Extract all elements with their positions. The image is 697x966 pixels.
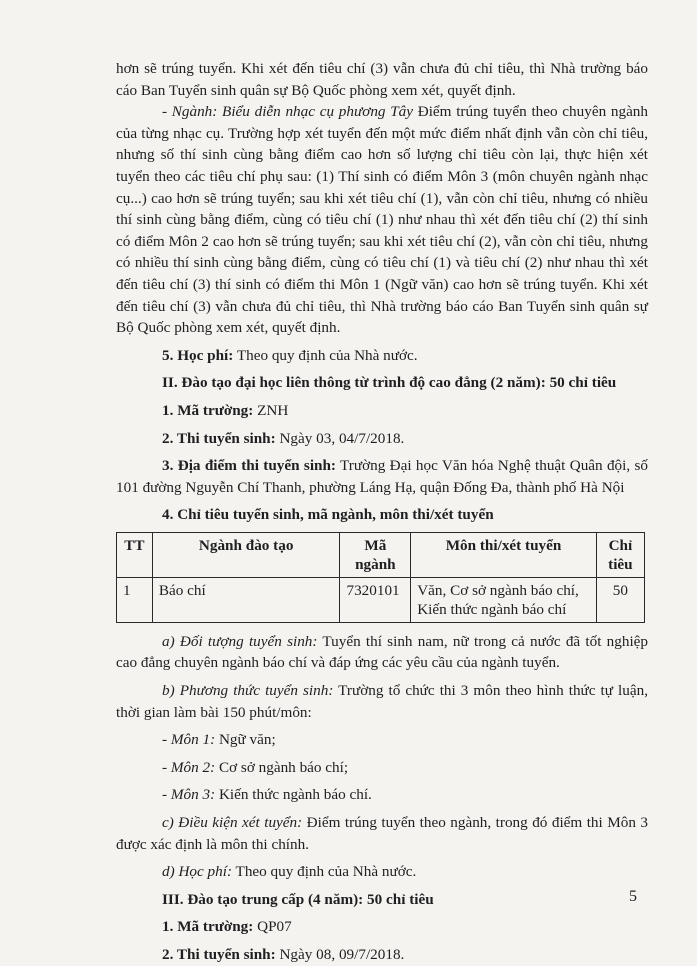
col-header-quota: Chỉ tiêu: [596, 532, 644, 577]
school-code-value: ZNH: [253, 401, 289, 419]
paragraph-western-instruments: [116, 101, 648, 339]
section2-exam: [116, 428, 648, 450]
section2-d: [116, 861, 648, 883]
a-text: Tuyển thí sinh nam, nữ trong cả nước đã tốt nghiệp cao đẳng chuyên ngành báo chí và đáp ứng các yêu cầu của ngành tuyển.: [116, 632, 649, 672]
subject-2: [116, 757, 648, 779]
fee-line: [116, 345, 648, 367]
section3-heading-text: III. Đào tạo trung cấp (4 năm): 50 chỉ tiêu: [162, 890, 434, 908]
section2-heading: [116, 372, 648, 394]
exam-date: Ngày 03, 04/7/2018.: [275, 429, 405, 447]
major-text: Điểm trúng tuyển theo chuyên ngành của từng nhạc cụ. Trường hợp xét tuyển đến một mức điểm nhất định vẫn còn chỉ tiêu, nhưng số thí sinh cùng bằng điểm cao hơn số lượng chỉ tiêu còn lại, thực hiện xét tuyển theo các tiêu chí phụ sau: (1) Thí sinh có điểm Môn 3 (môn chuyên ngành nhạc cụ...) cao hơn sẽ trúng tuyển; sau khi xét tiêu chí (1), vẫn còn chỉ tiêu, nhưng có nhiều thí sinh cùng bằng điểm, cùng có tiêu chí (1) như nhau thì xét đến tiêu chí (2) thí sinh có điểm Môn 2 cao hơn sẽ trúng tuyển; sau khi xét tiêu chí (2), vẫn còn chỉ tiêu, nhưng có nhiều thí sinh cùng bằng điểm, cùng có tiêu chí (1) và tiêu chí (2) như nhau thì xét đến tiêu chí (3) thí sinh có điểm thi Môn 1 (Ngữ văn) cao hơn sẽ trúng tuyển. Khi xét đến tiêu chí (3) vẫn chưa đủ chỉ tiêu, thì Nhà trường báo cáo Ban Tuyển sinh quân sự Bộ Quốc phòng xem xét, quyết định.: [116, 103, 648, 337]
col-header-subjects: Môn thi/xét tuyển: [411, 532, 597, 577]
c-text: Điểm trúng tuyển theo ngành, trong đó điểm thi Môn 3 được xác định là môn thi chính.: [116, 814, 648, 853]
cell-major: Báo chí: [152, 577, 340, 622]
d-label: d) Học phí:: [162, 863, 233, 881]
fee-label: 5. Học phí:: [162, 346, 234, 364]
section2-c: [116, 812, 648, 855]
paragraph-criteria-end: hơn sẽ trúng tuyển. Khi xét đến tiêu chí (3) vẫn chưa đủ chỉ tiêu, thì Nhà trường báo cáo Ban Tuyển sinh quân sự Bộ Quốc phòng xem xét, quyết định.: [116, 60, 648, 99]
b-label: b) Phương thức tuyển sinh:: [162, 682, 334, 700]
col-header-tt: TT: [117, 532, 153, 577]
cell-subjects: Văn, Cơ sở ngành báo chí, Kiến thức ngành báo chí: [411, 577, 597, 622]
section3-heading: [116, 889, 648, 911]
b-text: Trường tổ chức thi 3 môn theo hình thức tự luận, thời gian làm bài 150 phút/môn:: [116, 682, 648, 721]
subject-3: [116, 784, 648, 806]
subject-3-text: Kiến thức ngành báo chí.: [215, 786, 372, 804]
subject-2-text: Cơ sở ngành báo chí;: [215, 758, 349, 776]
col-header-major: Ngành đào tạo: [152, 532, 340, 577]
section3-exam: [116, 944, 648, 966]
school-code-label: 1. Mã trường:: [162, 401, 254, 419]
quota-table: [116, 532, 645, 623]
fee-text: Theo quy định của Nhà nước.: [233, 346, 418, 364]
table-header-row: [117, 532, 645, 577]
subject-2-label: - Môn 2:: [162, 758, 216, 776]
cell-tt: 1: [117, 577, 153, 622]
exam-label: 2. Thi tuyển sinh:: [162, 429, 276, 447]
quota-heading-text: 4. Chỉ tiêu tuyển sinh, mã ngành, môn thi/xét tuyển: [162, 506, 494, 524]
section3-school-code: [116, 916, 648, 938]
section2-quota-heading: [116, 504, 648, 526]
page-body: [116, 58, 648, 966]
d-text: Theo quy định của Nhà nước.: [232, 863, 417, 881]
venue-label: 3. Địa điểm thi tuyển sinh:: [162, 457, 336, 475]
venue-text: Trường Đại học Văn hóa Nghệ thuật Quân đội, số 101 đường Nguyễn Chí Thanh, phường Láng Hạ, quận Đống Đa, thành phố Hà Nội: [116, 457, 648, 496]
subject-1: [116, 729, 648, 751]
c-label: c) Điều kiện xét tuyển:: [162, 814, 303, 832]
a-label: a) Đối tượng tuyển sinh:: [162, 632, 318, 650]
section2-a: [116, 631, 648, 674]
s3-exam-label: 2. Thi tuyển sinh:: [162, 946, 276, 963]
section2-venue: [116, 455, 648, 498]
subject-1-label: - Môn 1:: [162, 731, 216, 749]
subject-3-label: - Môn 3:: [162, 786, 216, 804]
subject-1-text: Ngữ văn;: [215, 731, 276, 749]
section2-heading-text: II. Đào tạo đại học liên thông từ trình độ cao đẳng (2 năm): 50 chỉ tiêu: [162, 374, 617, 392]
s3-school-code-value: QP07: [253, 918, 292, 936]
cell-quota: 50: [596, 577, 644, 622]
table-row: [117, 577, 645, 622]
section2-school-code: [116, 400, 648, 422]
col-header-code: Mã ngành: [340, 532, 411, 577]
page-number: 5: [629, 888, 637, 905]
s3-school-code-label: 1. Mã trường:: [162, 918, 254, 936]
section2-b: [116, 680, 648, 723]
major-label: - Ngành: Biểu diễn nhạc cụ phương Tây: [162, 103, 414, 121]
cell-code: 7320101: [340, 577, 411, 622]
s3-exam-date: Ngày 08, 09/7/2018.: [275, 946, 405, 963]
